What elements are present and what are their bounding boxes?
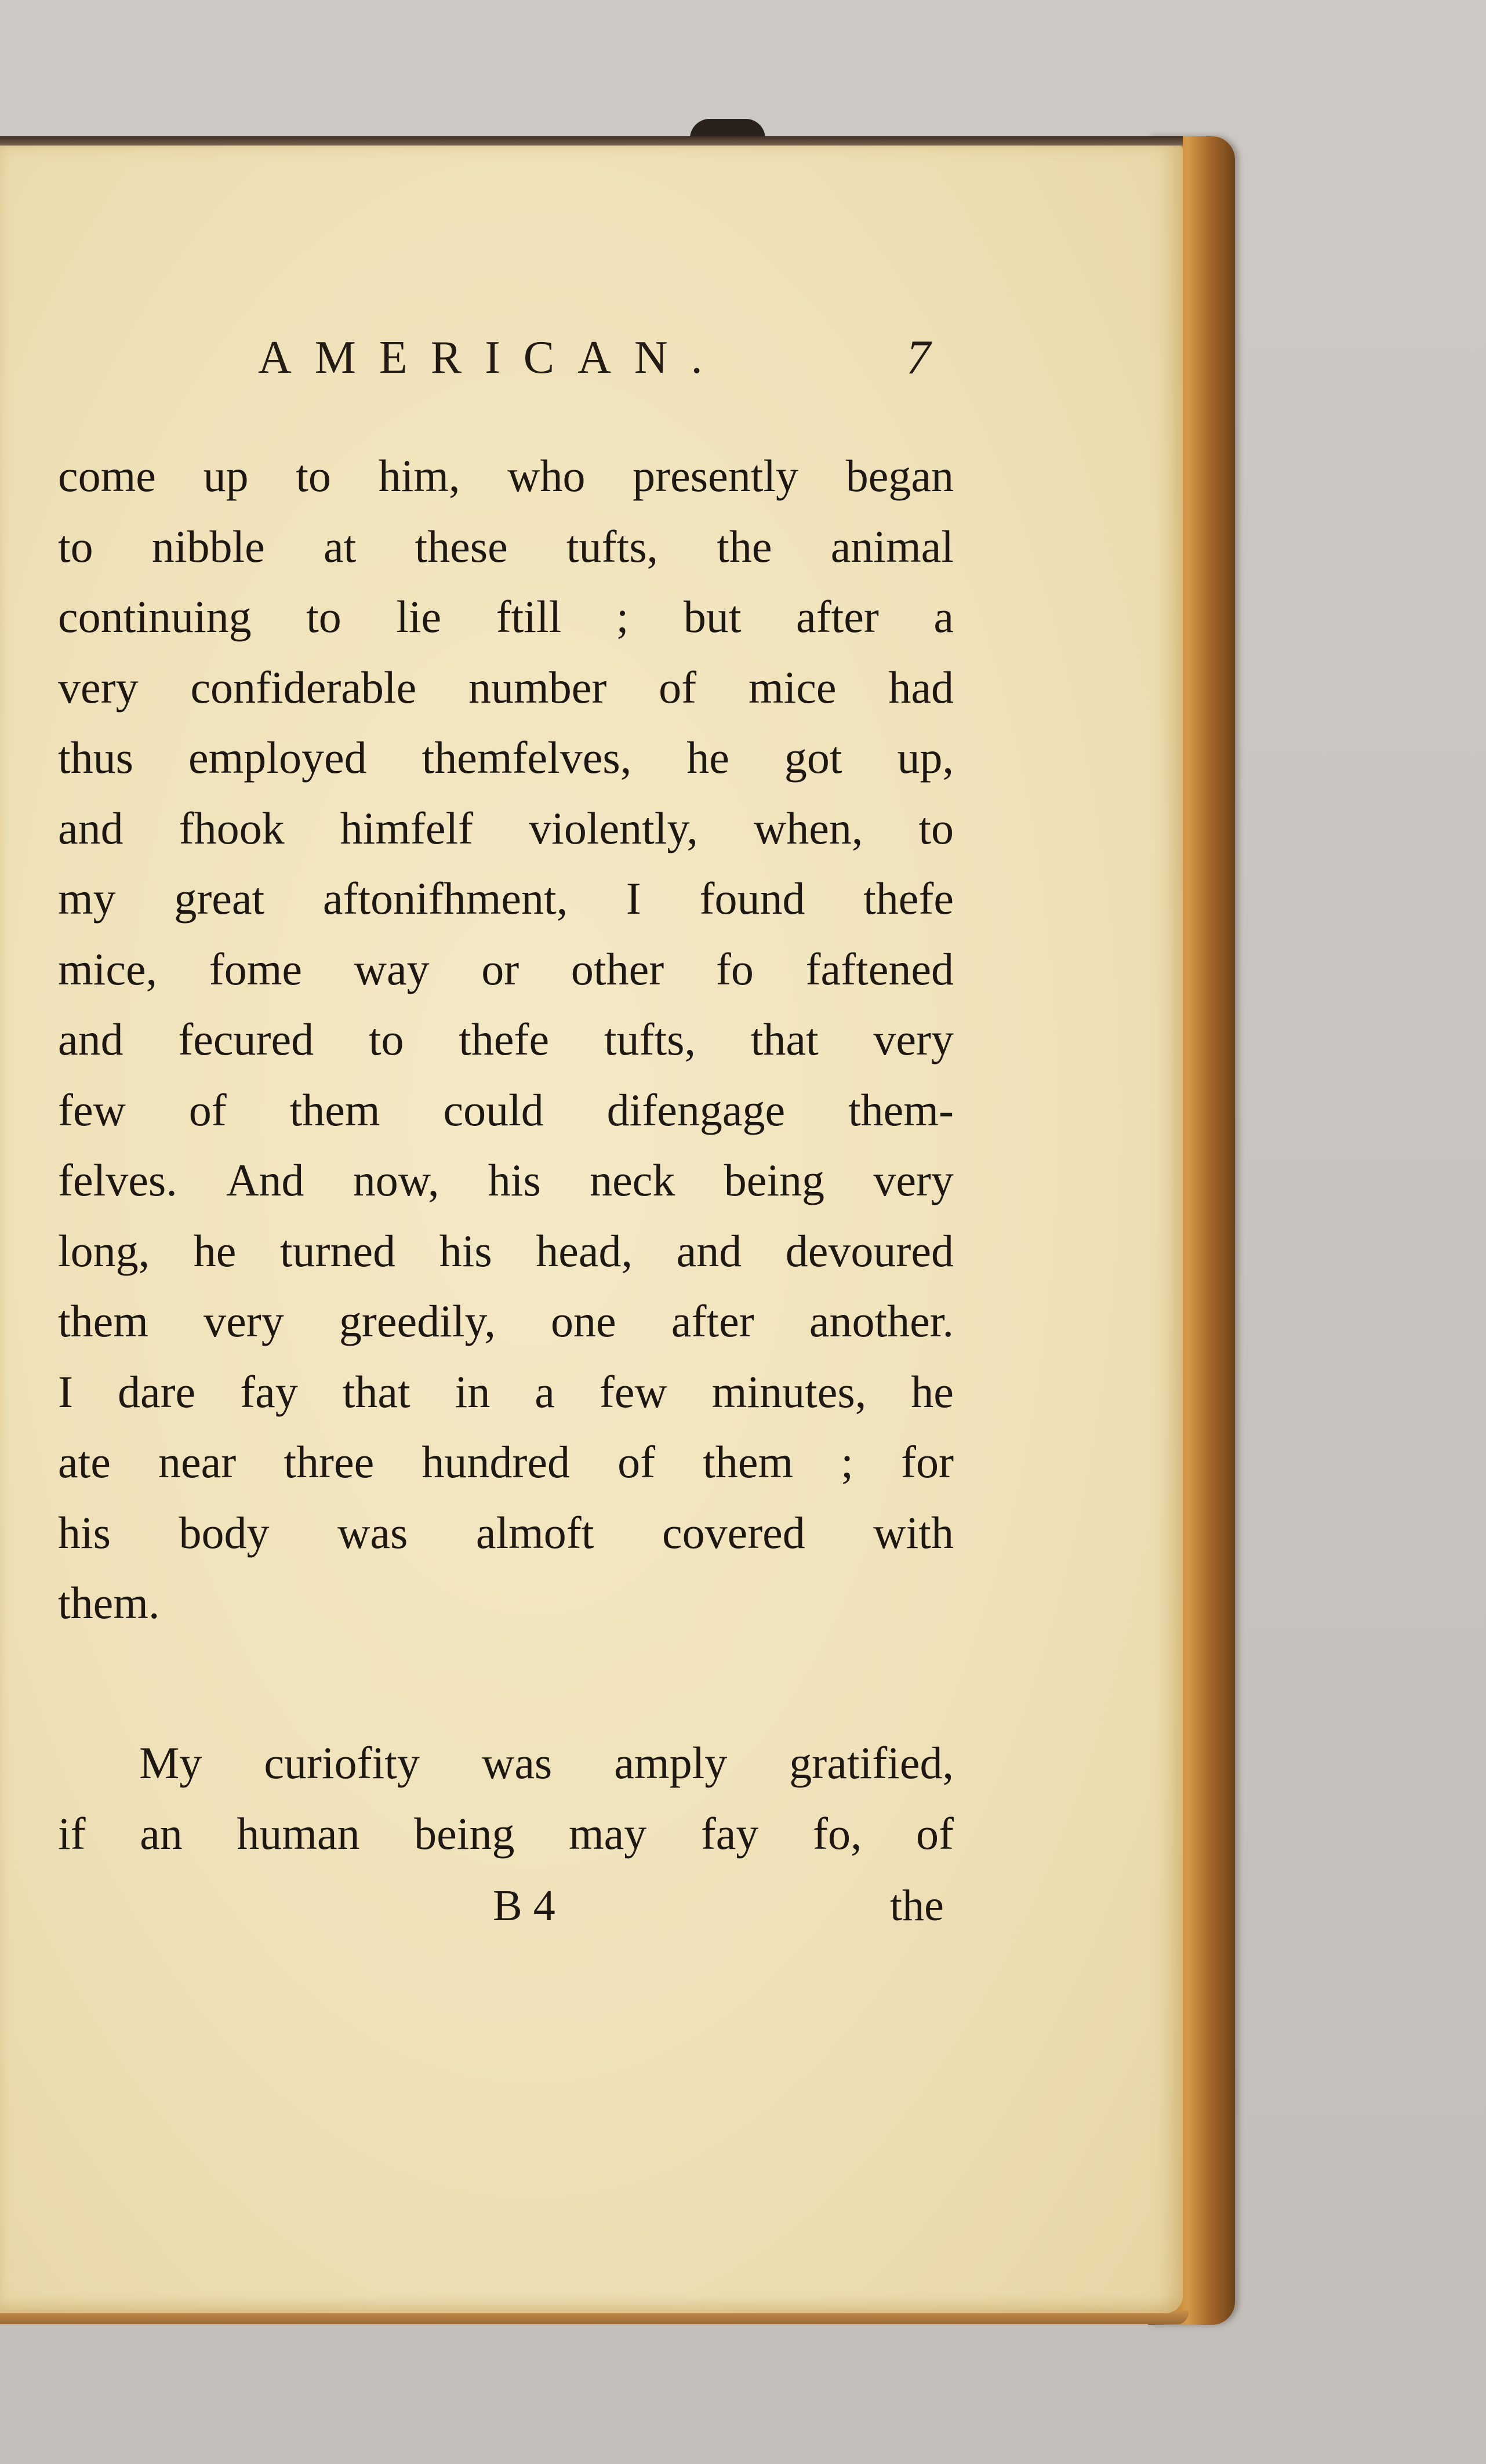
running-title: AMERICAN. — [258, 332, 726, 383]
text-line: ate near three hundred of them ; for — [58, 1437, 954, 1487]
text-line: them. — [58, 1578, 160, 1628]
text-line: my great aftonifhment, I found thefe — [58, 873, 954, 924]
text-line: if an human being may fay fo, of — [58, 1808, 954, 1859]
text-line: and fecured to thefe tufts, that very — [58, 1014, 954, 1064]
text-line: thus employed themfelves, he got up, — [58, 732, 954, 783]
text-line: long, he turned his head, and devoured — [58, 1225, 954, 1276]
page-number: 7 — [906, 330, 931, 384]
text-line: his body was almoft covered with — [58, 1507, 954, 1558]
text-line: mice, fome way or other fo faftened — [58, 943, 954, 994]
text-line: I dare fay that in a few minutes, he — [58, 1366, 954, 1417]
text-line: come up to him, who presently began — [58, 450, 954, 501]
text-line: and fhook himfelf violently, when, to — [58, 802, 954, 853]
page-tab-mark — [690, 119, 765, 139]
text-line: them very greedily, one after another. — [58, 1296, 954, 1346]
catchword: the — [890, 1881, 944, 1930]
text-line: few of them could difengage them- — [58, 1084, 954, 1135]
running-head — [258, 326, 931, 390]
text-line: very confiderable number of mice had — [58, 662, 954, 713]
page-top-edge — [0, 136, 1183, 146]
paragraph-1 — [58, 441, 954, 1638]
text-line: felves. And now, his neck being very — [58, 1155, 954, 1205]
text-line: to nibble at these tufts, the animal — [58, 521, 954, 572]
signature-mark: B 4 — [493, 1881, 555, 1930]
text-line: My curiofity was amply gratified, — [139, 1738, 954, 1788]
text-line: continuing to lie ftill ; but after a — [58, 591, 954, 642]
paragraph-2 — [58, 1728, 954, 1869]
